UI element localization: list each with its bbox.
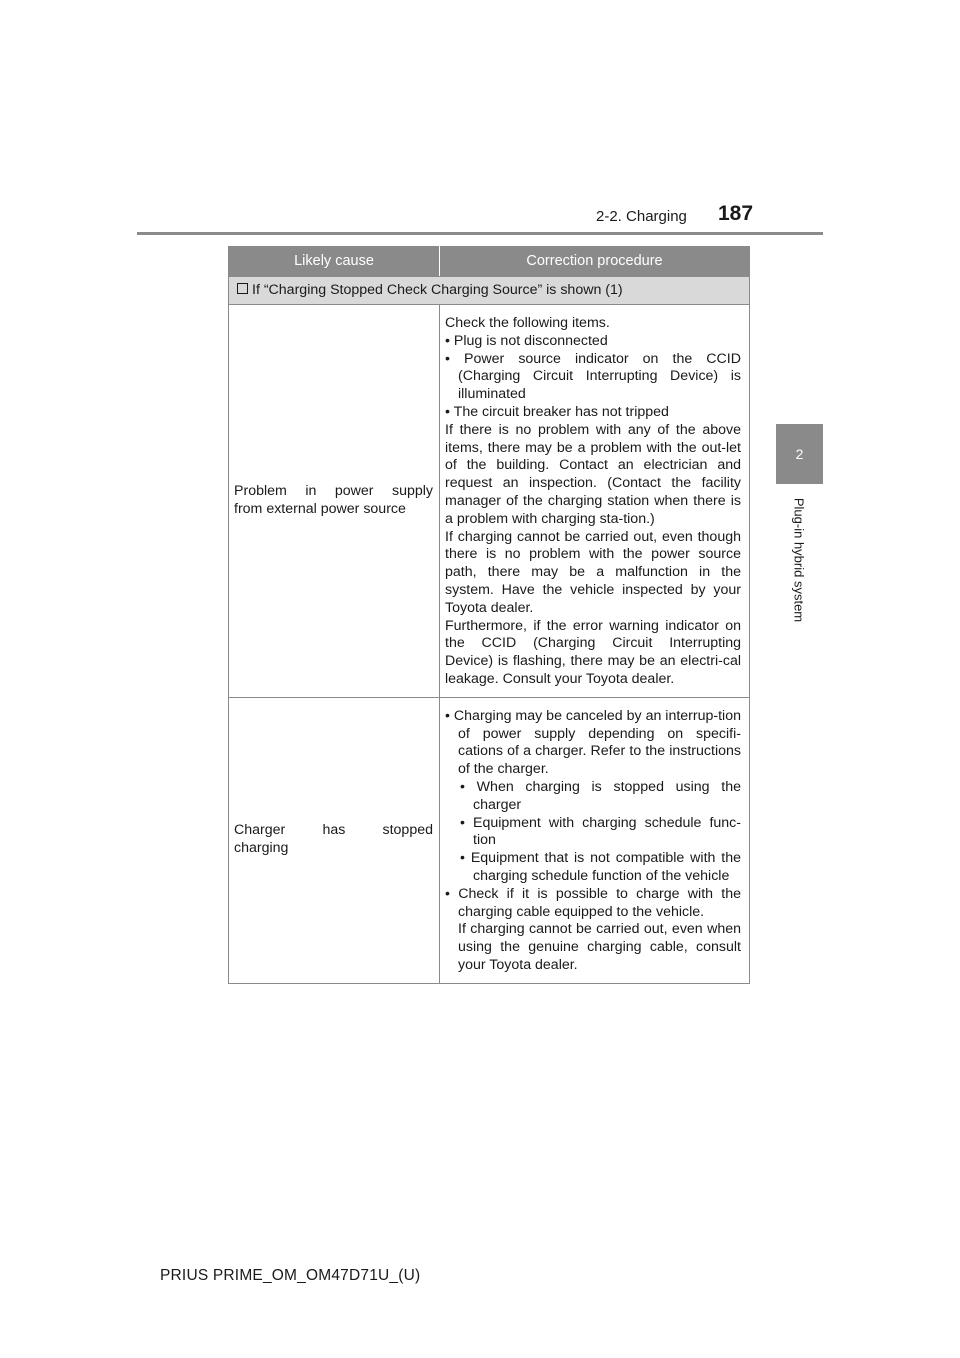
section-heading-text: If “Charging Stopped Check Charging Source” is shown (1)	[252, 281, 623, 298]
table-section-row	[229, 277, 750, 305]
procedure-cell	[440, 697, 750, 983]
cause-text-line: charging	[234, 840, 289, 857]
chapter-tab-number: 2	[776, 424, 823, 484]
column-header-correction-procedure: Correction procedure	[440, 247, 750, 277]
procedure-sub-bullet: • When charging is stopped using the charger	[460, 778, 741, 813]
procedure-sub-bullet: • Equipment that is not compatible with the charging schedule function of the vehicle	[460, 850, 741, 884]
column-header-likely-cause: Likely cause	[229, 247, 440, 277]
cause-text-line: Charger has stopped	[234, 822, 433, 839]
procedure-text: If charging cannot be carried out, even though there is no problem with the power source path, there may be a malfunction in the system. Have the vehicle inspected by your Toyota dealer.	[445, 528, 741, 616]
checkbox-icon	[237, 283, 248, 294]
cause-text-line: from external power source	[234, 500, 406, 517]
document-id-footer: PRIUS PRIME_OM_OM47D71U_(U)	[160, 1267, 421, 1284]
procedure-cell	[440, 305, 750, 698]
table-header-row	[229, 247, 750, 277]
chapter-tab-label: Plug-in hybrid system	[791, 497, 807, 623]
section-title: 2-2. Charging	[596, 208, 687, 225]
procedure-bullet: • Charging may be canceled by an interrup-tion of power supply depending on specifi-cations of a charger. Refer to the instructions of the charger.	[445, 707, 741, 778]
procedure-text: Check the following items.	[445, 315, 610, 331]
section-heading-cell	[229, 277, 750, 305]
procedure-bullet-continuation: If charging cannot be carried out, even when using the genuine charging cable, consult your Toyota dealer.	[458, 921, 741, 973]
cause-cell	[229, 305, 440, 698]
cause-cell	[229, 697, 440, 983]
procedure-bullet: • Power source indicator on the CCID (Charging Circuit Interrupting Device) is illuminated	[445, 350, 741, 403]
procedure-sub-bullet: • Equipment with charging schedule func-tion	[460, 814, 741, 849]
procedure-bullet: • Plug is not disconnected	[445, 332, 608, 349]
procedure-bullet: • The circuit breaker has not tripped	[445, 403, 669, 420]
table-row	[229, 305, 750, 698]
troubleshooting-table	[228, 246, 750, 984]
table-row	[229, 697, 750, 983]
procedure-text: If there is no problem with any of the above items, there may be a problem with the out-let of the building. Contact an electrician and request an inspection. (Contact the facility manager of the charging station when there is a problem with charging sta-tion.)	[445, 421, 741, 527]
procedure-text: Furthermore, if the error warning indicator on the CCID (Charging Circuit Interrupting Device) is flashing, there may be an electri-cal leakage. Consult your Toyota dealer.	[445, 617, 741, 687]
procedure-bullet: • Check if it is possible to charge with the charging cable equipped to the vehicle.	[445, 885, 741, 920]
page-number: 187	[718, 202, 754, 225]
cause-text-line: Problem in power supply	[234, 483, 433, 500]
header-divider	[137, 232, 823, 235]
